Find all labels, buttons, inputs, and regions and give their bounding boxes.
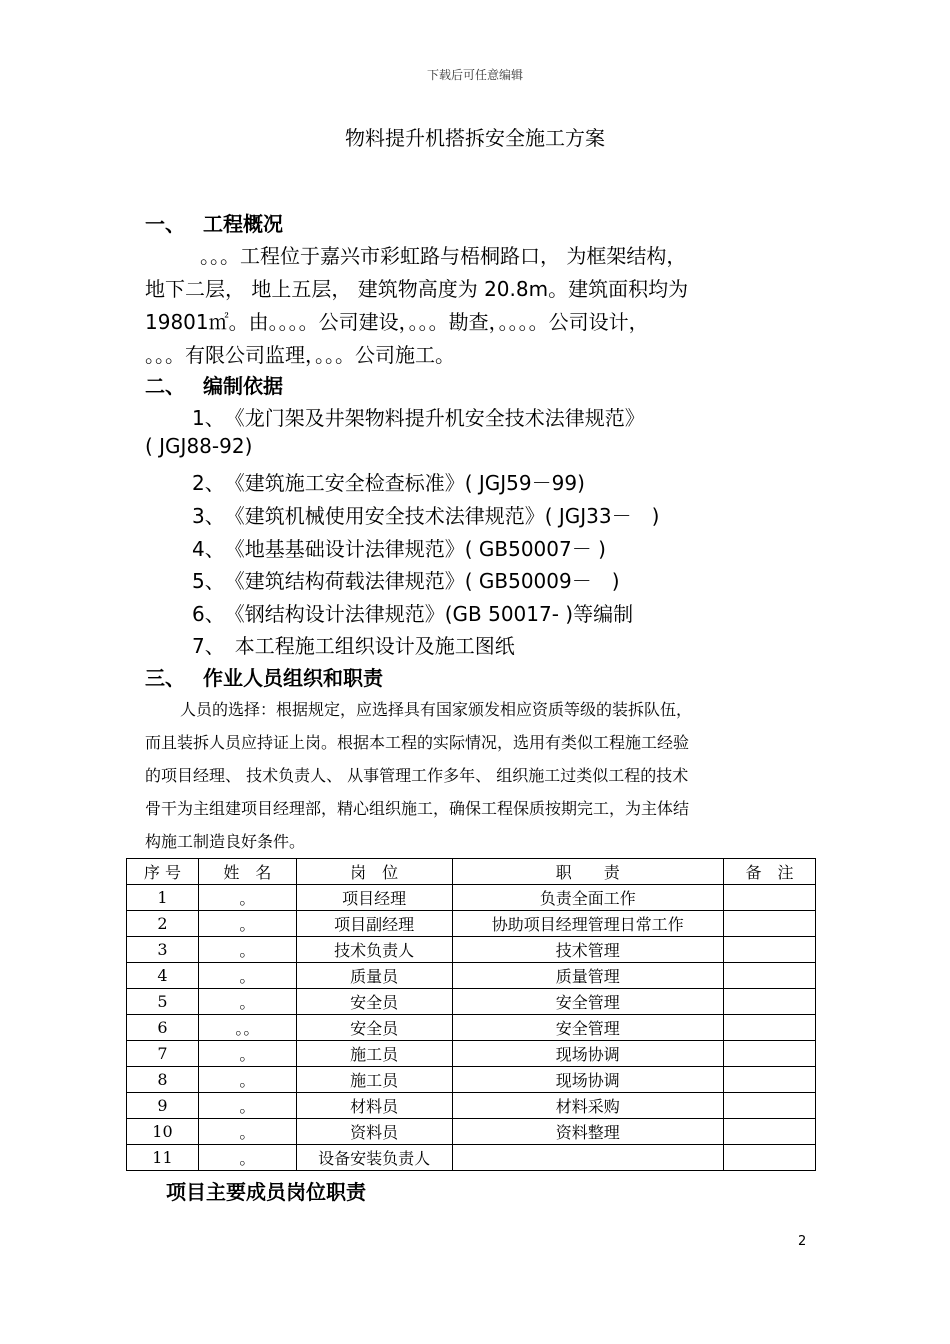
header-cell: 职 责	[452, 859, 724, 885]
cell: 施工员	[296, 1067, 452, 1093]
cell: 3	[127, 937, 199, 963]
table-row	[127, 1145, 816, 1171]
cell: 。	[198, 989, 296, 1015]
cell: 。	[198, 1067, 296, 1093]
cell: 技术管理	[452, 937, 724, 963]
cell: 安全员	[296, 1015, 452, 1041]
cell: 现场协调	[452, 1041, 724, 1067]
page-header: 下载后可任意编辑	[426, 68, 523, 82]
table-row	[127, 885, 816, 911]
cell: 6	[127, 1015, 199, 1041]
cell: 。	[198, 1093, 296, 1119]
header-cell: 备 注	[724, 859, 816, 885]
section-number: 三、	[145, 666, 185, 690]
staff-text-line-4: 骨干为主组建项目经理部，精心组织施工，确保工程保质按期完工，为主体结	[145, 799, 690, 818]
basis-item-4: 4、 《地基基础设计法律规范》( GB50007－ )	[192, 537, 606, 561]
cell: 11	[127, 1145, 199, 1171]
cell	[724, 1041, 816, 1067]
cell	[724, 1015, 816, 1041]
cell: 技术负责人	[296, 937, 452, 963]
cell: 协助项目经理管理日常工作	[452, 911, 724, 937]
cell: 1	[127, 885, 199, 911]
cell: 现场协调	[452, 1067, 724, 1093]
cell: 。	[198, 1145, 296, 1171]
cell	[724, 963, 816, 989]
cell: 。	[198, 911, 296, 937]
basis-item-3: 3、 《建筑机械使用安全技术法律规范》( JGJ33－ )	[192, 504, 660, 528]
cell: 安全员	[296, 989, 452, 1015]
cell: 5	[127, 989, 199, 1015]
cell: 7	[127, 1041, 199, 1067]
table-row	[127, 1015, 816, 1041]
cell: 4	[127, 963, 199, 989]
basis-item-1: 1、 《龙门架及井架物料提升机安全技术法律规范》	[192, 406, 645, 430]
cell: 项目副经理	[296, 911, 452, 937]
cell: 设备安装负责人	[296, 1145, 452, 1171]
cell: 负责全面工作	[452, 885, 724, 911]
overview-line-2: 地下二层， 地上五层， 建筑物高度为 20.8m。建筑面积均为	[145, 277, 689, 301]
cell	[452, 1145, 724, 1171]
cell: 。。	[198, 1015, 296, 1041]
cell: 安全管理	[452, 989, 724, 1015]
header-cell: 岗 位	[296, 859, 452, 885]
cell: 。	[198, 1041, 296, 1067]
staff-text-line-5: 构施工制造良好条件。	[145, 832, 306, 851]
cell	[724, 1119, 816, 1145]
cell	[724, 885, 816, 911]
basis-item-7: 7、 本工程施工组织设计及施工图纸	[192, 634, 515, 658]
section-title: 编制依据	[203, 374, 283, 398]
cell	[724, 911, 816, 937]
cell	[724, 1067, 816, 1093]
cell: 2	[127, 911, 199, 937]
cell: 。	[198, 937, 296, 963]
document-title: 物料提升机搭拆安全施工方案	[345, 126, 605, 150]
section-heading-2	[145, 370, 283, 399]
basis-item-6: 6、 《钢结构设计法律规范》(GB 50017- )等编制	[192, 602, 634, 626]
table-row	[127, 1041, 816, 1067]
cell: 材料员	[296, 1093, 452, 1119]
cell: 8	[127, 1067, 199, 1093]
cell	[724, 1145, 816, 1171]
table-row	[127, 937, 816, 963]
section-heading-1	[145, 208, 283, 237]
section-title: 作业人员组织和职责	[203, 666, 383, 690]
cell: 9	[127, 1093, 199, 1119]
table-row	[127, 989, 816, 1015]
section-number: 二、	[145, 374, 185, 398]
cell: 项目经理	[296, 885, 452, 911]
cell: 。	[198, 963, 296, 989]
subheading: 项目主要成员岗位职责	[166, 1180, 366, 1204]
overview-line-4: 。。。有限公司监理，。。。公司施工。	[145, 343, 455, 367]
basis-item-1-cont: ( JGJ88-92)	[145, 434, 253, 458]
cell: 质量管理	[452, 963, 724, 989]
cell: 资料整理	[452, 1119, 724, 1145]
staff-text-line-3: 的项目经理、 技术负责人、 从事管理工作多年、 组织施工过类似工程的技术	[145, 766, 689, 785]
basis-item-2: 2、 《建筑施工安全检查标准》( JGJ59－99)	[192, 471, 585, 495]
table-row	[127, 963, 816, 989]
cell: 安全管理	[452, 1015, 724, 1041]
page-number: 2	[798, 1234, 807, 1249]
table-row	[127, 1067, 816, 1093]
section-heading-3	[145, 662, 383, 691]
cell: 。	[198, 1119, 296, 1145]
overview-line-1: 。。。工程位于嘉兴市彩虹路与梧桐路口， 为框架结构，	[200, 244, 687, 268]
cell: 材料采购	[452, 1093, 724, 1119]
overview-line-3: 19801㎡。由。。。。公司建设，。。。勘查，。。。。公司设计，	[145, 310, 649, 334]
staff-text-line-1: 人员的选择：根据规定，应选择具有国家颁发相应资质等级的装拆队伍，	[180, 700, 693, 719]
staff-table	[126, 858, 816, 1171]
cell: 施工员	[296, 1041, 452, 1067]
section-number: 一、	[145, 212, 185, 236]
cell: 。	[198, 885, 296, 911]
staff-text-line-2: 而且装拆人员应持证上岗。根据本工程的实际情况，选用有类似工程施工经验	[145, 733, 690, 752]
cell	[724, 989, 816, 1015]
cell	[724, 1093, 816, 1119]
header-cell: 序 号	[127, 859, 199, 885]
header-cell: 姓 名	[198, 859, 296, 885]
table-row	[127, 1119, 816, 1145]
basis-item-5: 5、 《建筑结构荷载法律规范》( GB50009－ )	[192, 569, 620, 593]
section-title: 工程概况	[203, 212, 283, 236]
cell: 10	[127, 1119, 199, 1145]
cell: 质量员	[296, 963, 452, 989]
table-row	[127, 911, 816, 937]
cell: 资料员	[296, 1119, 452, 1145]
table-row	[127, 1093, 816, 1119]
cell	[724, 937, 816, 963]
table-header-row	[127, 859, 816, 885]
